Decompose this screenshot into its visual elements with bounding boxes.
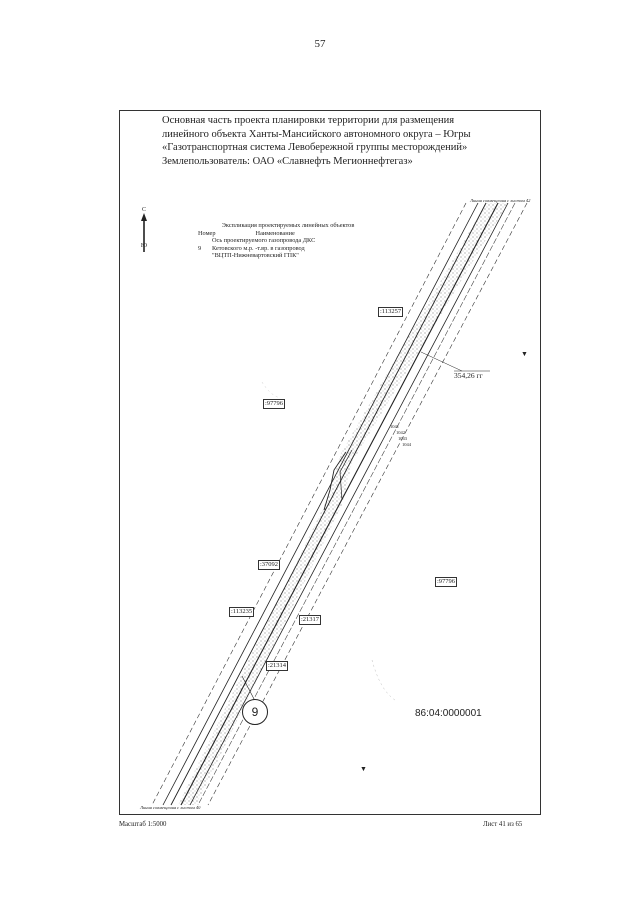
point-label: 1041 (390, 424, 399, 429)
object-number-marker: 9 (242, 699, 268, 725)
legend-row-2 (198, 245, 378, 253)
south-letter: Ю (140, 243, 148, 249)
legend-row-line-3: "ВЦТП-Нижневартовский ГПК" (212, 252, 299, 260)
legend-row-line-1: Ось проектируемого газопровода ДКС (212, 237, 316, 245)
sheet-label: Лист 41 из 65 (483, 821, 523, 828)
title-line-3: «Газотранспортная система Левобережной группы месторождений» (162, 142, 468, 153)
point-label: 1042 (396, 430, 405, 435)
legend (198, 222, 378, 260)
bearing-leader (421, 352, 462, 371)
legend-col-name: Наименование (255, 229, 295, 237)
scale-label: Масштаб 1:5000 (119, 821, 167, 828)
title-line-4: Землепользователь: ОАО «Славнефть Мегионнефтегаз» (162, 155, 413, 167)
legend-row-number: 9 (198, 244, 202, 252)
match-line-bottom: Линия совмещения с листом 40 (140, 805, 201, 810)
point-label: 1043 (398, 436, 407, 441)
legend-header-row (198, 230, 378, 238)
title-line-1: Основная часть проекта планировки территории для размещения (162, 115, 455, 126)
parcel-label: :113235 (231, 608, 253, 615)
match-line-top: Линия совмещения с листом 42 (470, 198, 531, 203)
page-number: 57 (314, 38, 326, 50)
triangle-marker-icon: ▼ (521, 350, 528, 358)
triangle-marker-icon: ▼ (360, 765, 367, 773)
title-line-2: линейного объекта Ханты-Мансийского автономного округа – Югры (162, 128, 471, 140)
parcel-label: :97796 (437, 578, 456, 585)
legend-row-line-2: Кетовского м.р. -т.вр. в газопровод (212, 244, 305, 252)
north-arrow (139, 207, 149, 249)
parcel-label: :21317 (301, 616, 320, 623)
legend-heading: Экспликация проектируемых линейных объектов (221, 222, 355, 229)
legend-col-number: Номер (198, 229, 216, 237)
faint-contour-1 (372, 660, 395, 700)
faint-contour-2 (262, 382, 280, 398)
parcel-label: :37092 (260, 561, 279, 568)
point-label: 1044 (402, 442, 411, 447)
parcel-label: :113257 (380, 308, 402, 315)
legend-row-3 (198, 252, 378, 260)
bearing-label: 354,26 гг (454, 371, 483, 380)
parcel-label: :21314 (268, 662, 287, 669)
north-letter: С (141, 207, 146, 213)
parcel-label: :97796 (265, 400, 284, 407)
cadastral-block-label: 86:04:0000001 (415, 708, 482, 719)
legend-row (198, 237, 378, 245)
